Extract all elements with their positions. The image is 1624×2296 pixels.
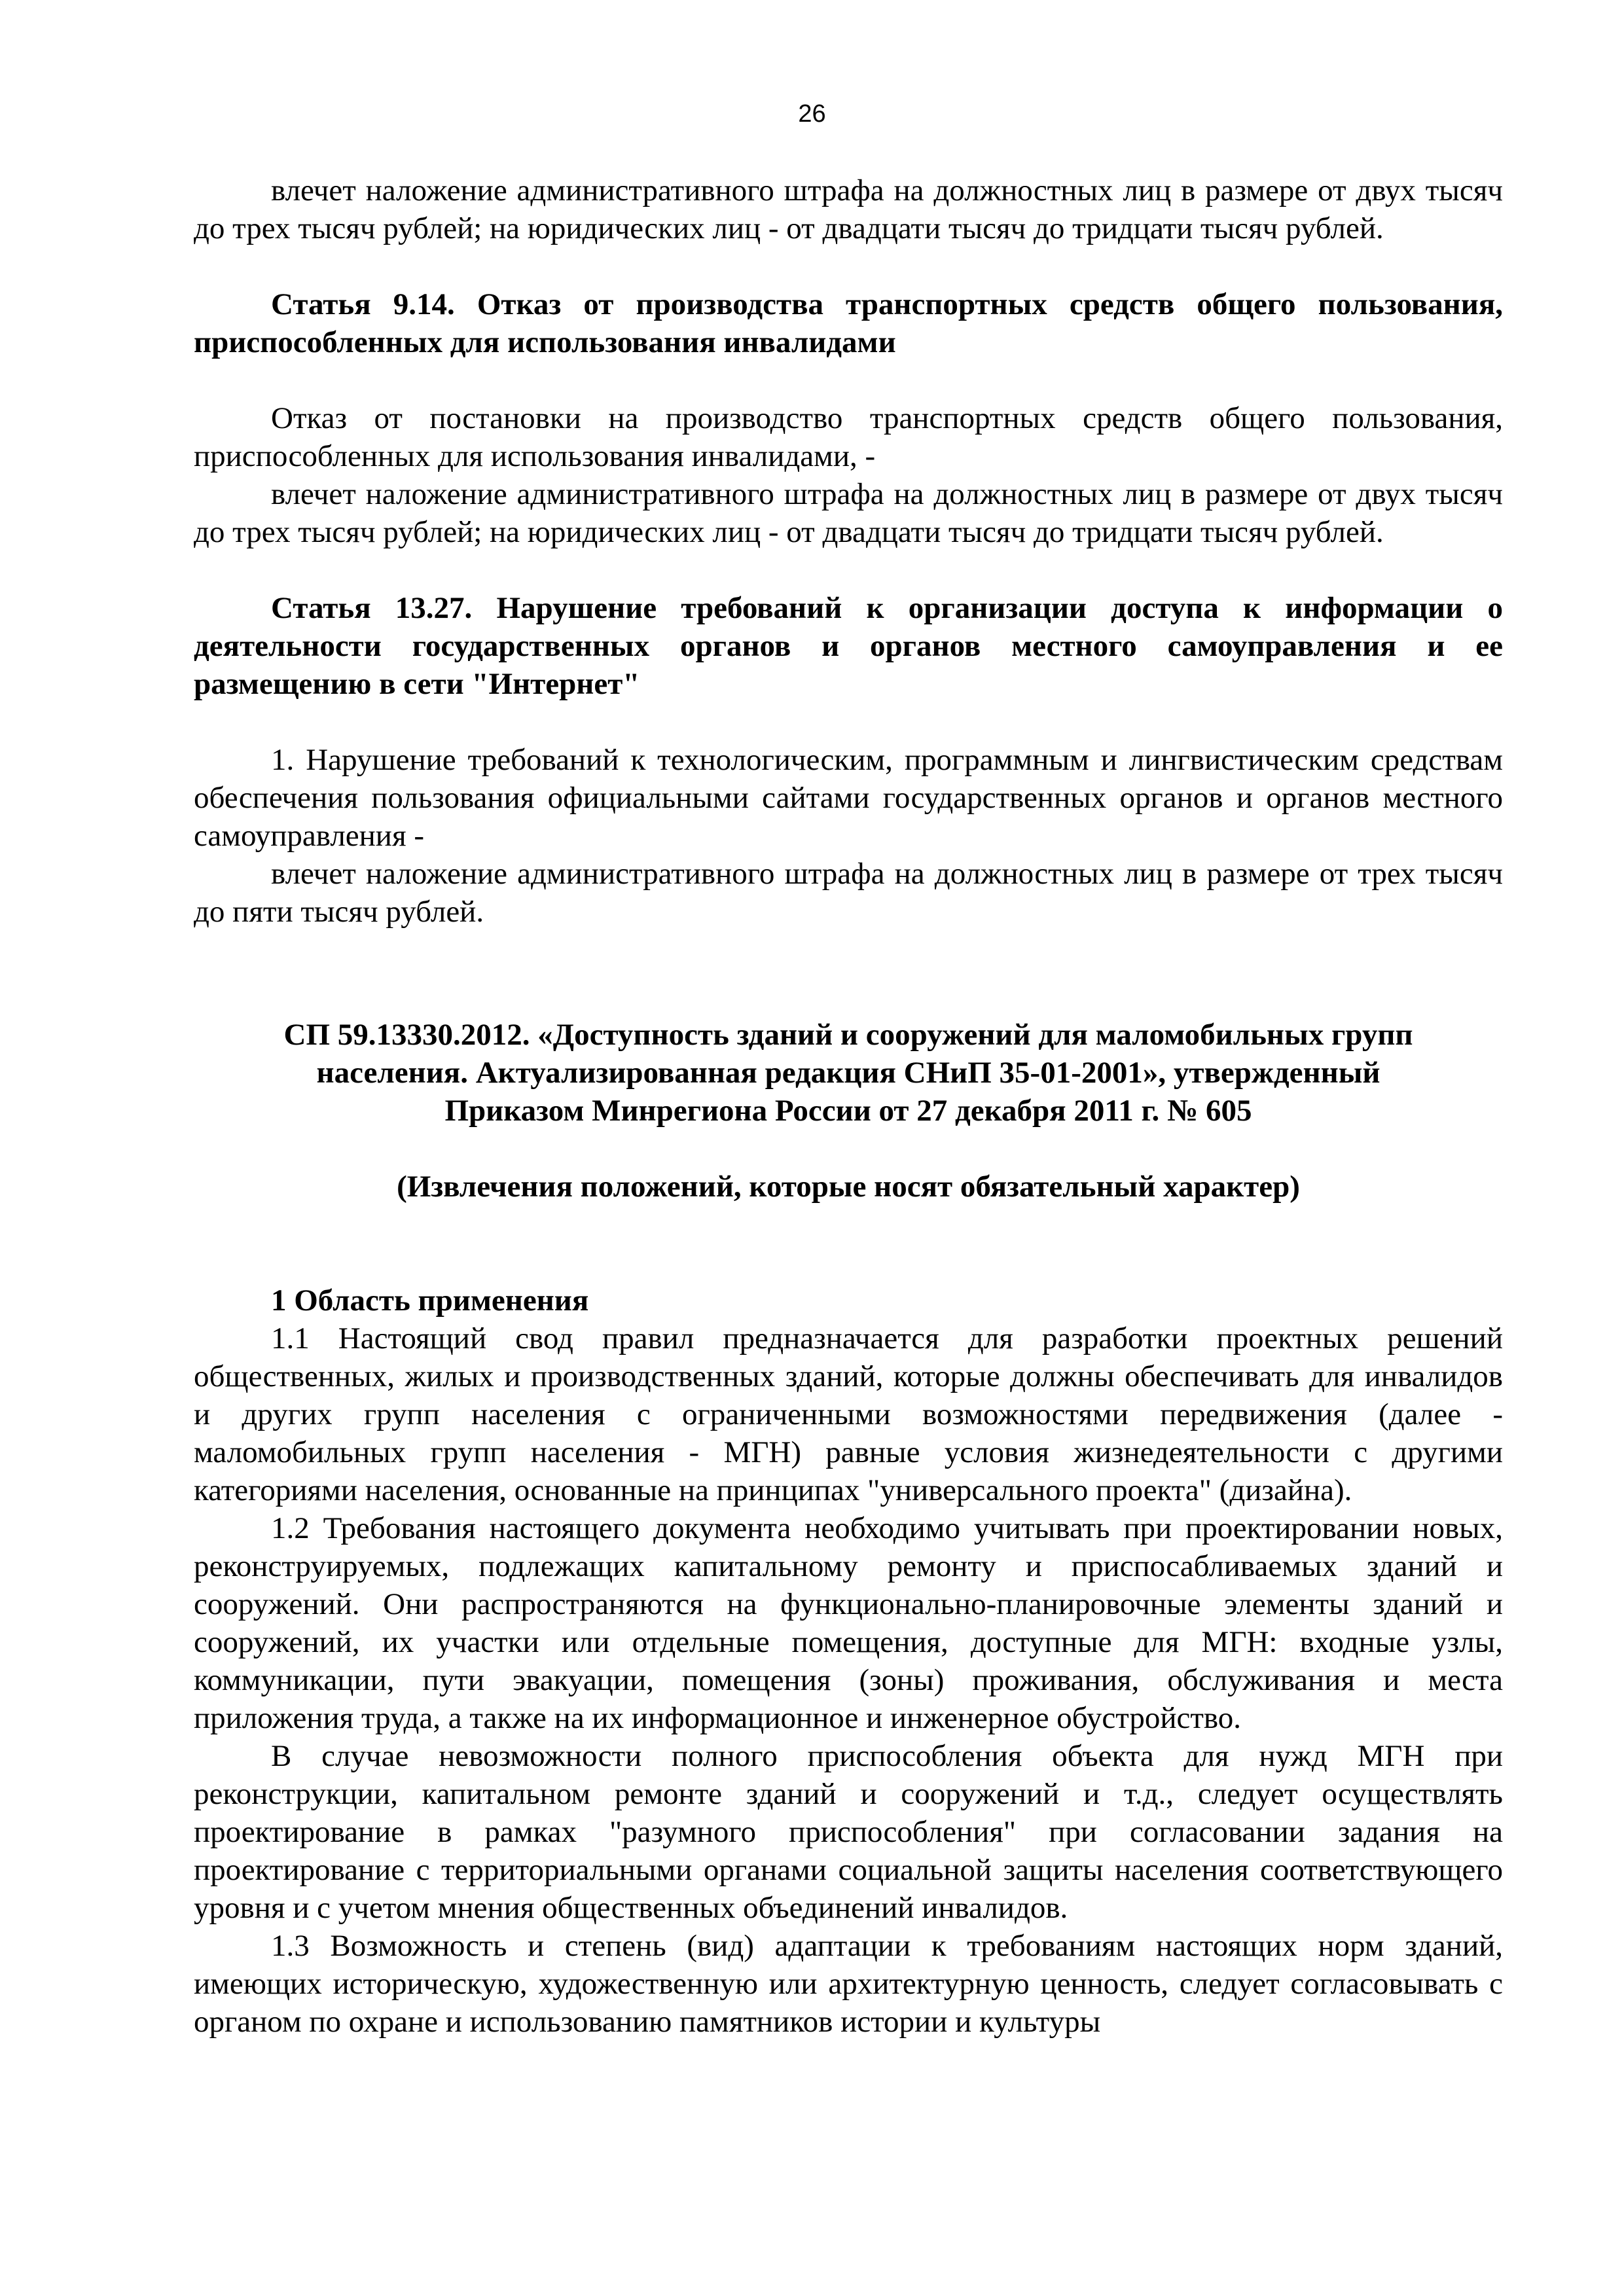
spacer bbox=[194, 361, 1503, 399]
document-body bbox=[194, 171, 1503, 2041]
spacer bbox=[194, 1206, 1503, 1282]
spacer bbox=[194, 551, 1503, 589]
spacer bbox=[194, 931, 1503, 1016]
paragraph-reasonable-adaptation: В случае невозможности полного приспособления объекта для нужд МГН при реконструкции, капитальном ремонте зданий и сооружений и т.д., следует осуществлять проектирование в рамках "разумного приспособления" при согласовании задания на проектирование с территориальными органами социальной защиты населения соответствующего уровня и с учетом мнения общественных объединений инвалидов. bbox=[194, 1739, 1503, 1925]
section-heading-scope: 1 Область применения bbox=[271, 1283, 589, 1318]
spacer bbox=[194, 703, 1503, 741]
paragraph-violation: 1. Нарушение требований к технологическим, программным и лингвистическим средствам обеспечения пользования официальными сайтами государственных органов и органов местного самоуправления - bbox=[194, 743, 1503, 853]
page-number: 26 bbox=[798, 100, 826, 128]
article-heading-9-14: Статья 9.14. Отказ от производства транспортных средств общего пользования, приспособленных для использования инвалидами bbox=[194, 287, 1503, 359]
paragraph-1-3: 1.3 Возможность и степень (вид) адаптации к требованиям настоящих норм зданий, имеющих историческую, художественную или архитектурную ценность, следует согласовывать с органом по охране и использованию памятников истории и культуры bbox=[194, 1929, 1503, 2039]
spacer bbox=[194, 247, 1503, 285]
document-subtitle: (Извлечения положений, которые носят обязательный характер) bbox=[397, 1170, 1300, 1204]
paragraph-penalty-2: влечет наложение административного штрафа на должностных лиц в размере от двух тысяч до трех тысяч рублей; на юридических лиц - от двадцати тысяч до тридцати тысяч рублей. bbox=[194, 477, 1503, 549]
paragraph-penalty-1: влечет наложение административного штрафа на должностных лиц в размере от двух тысяч до трех тысяч рублей; на юридических лиц - от двадцати тысяч до тридцати тысяч рублей. bbox=[194, 173, 1503, 245]
spacer bbox=[194, 1130, 1503, 1168]
paragraph-1-1: 1.1 Настоящий свод правил предназначается для разработки проектных решений общественных, жилых и производственных зданий, которые должны обеспечивать для инвалидов и других групп населения с ограниченными возможностями передвижения (далее - маломобильных групп населения - МГН) равные условия жизнедеятельности с другими категориями населения, основанные на принципах "универсального проекта" (дизайна). bbox=[194, 1321, 1503, 1507]
article-heading-13-27: Статья 13.27. Нарушение требований к организации доступа к информации о деятельности государственных органов и органов местного самоуправления и ее размещению в сети "Интернет" bbox=[194, 591, 1503, 701]
paragraph-1-2: 1.2 Требования настоящего документа необходимо учитывать при проектировании новых, реконструируемых, подлежащих капитальному ремонту и приспосабливаемых зданий и сооружений. Они распространяются на функционально-планировочные элементы зданий и сооружений, их участки или отдельные помещения, доступные для МГН: входные узлы, коммуникации, пути эвакуации, помещения (зоны) проживания, обслуживания и места приложения труда, а также на их информационное и инженерное обустройство. bbox=[194, 1511, 1503, 1735]
document-title-line-1: СП 59.13330.2012. «Доступность зданий и сооружений для маломобильных групп bbox=[283, 1018, 1413, 1052]
document-title-line-2: населения. Актуализированная редакция СНиП 35-01-2001», утвержденный bbox=[316, 1056, 1380, 1090]
paragraph-penalty-3: влечет наложение административного штрафа на должностных лиц в размере от трех тысяч до пяти тысяч рублей. bbox=[194, 857, 1503, 929]
document-title-line-3: Приказом Минрегиона России от 27 декабря 2011 г. № 605 bbox=[444, 1094, 1252, 1128]
paragraph-refusal: Отказ от постановки на производство транспортных средств общего пользования, приспособленных для использования инвалидами, - bbox=[194, 401, 1503, 473]
